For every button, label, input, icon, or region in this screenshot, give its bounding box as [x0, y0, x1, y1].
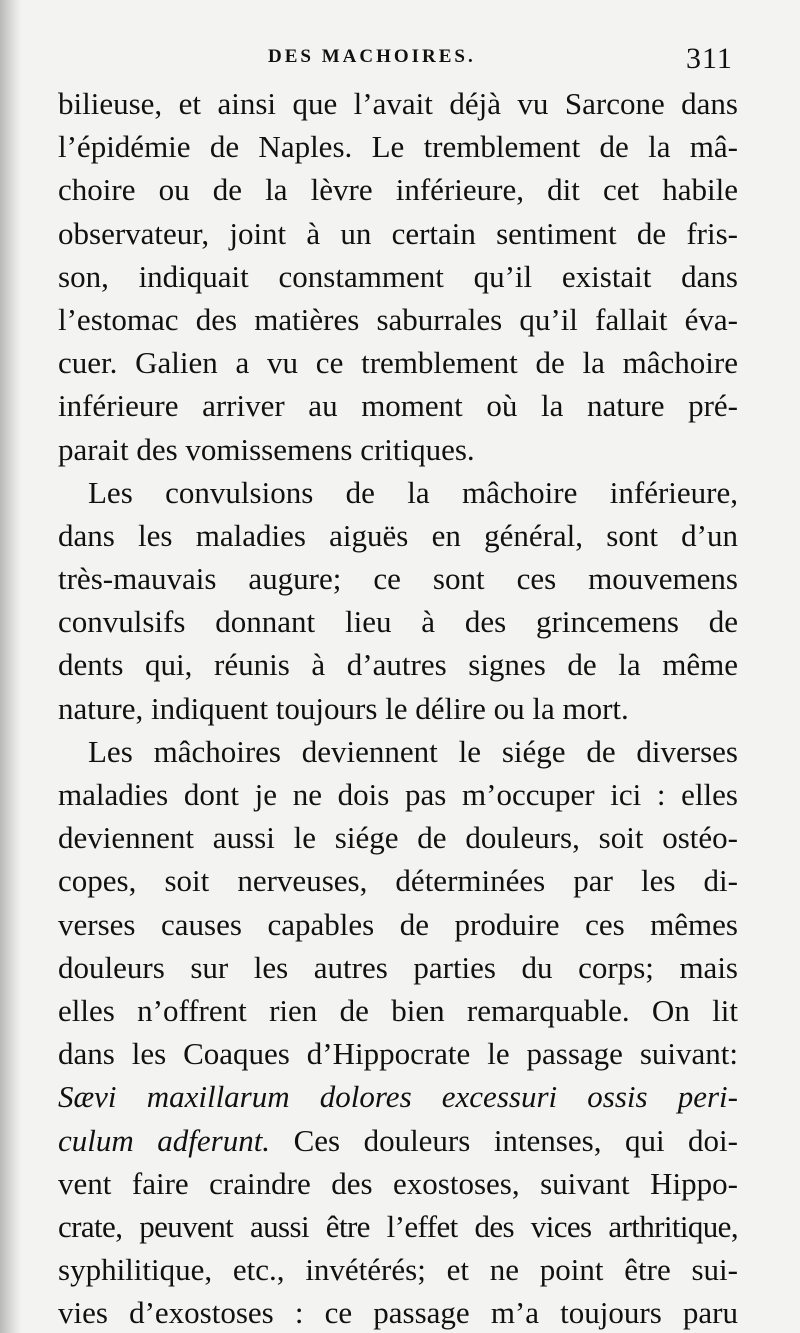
text-line: douleurs sur les autres parties du corps; mais	[58, 949, 738, 985]
running-head: DES MACHOIRES.	[268, 46, 476, 67]
text-line: observateur, joint à un certain sentiment de fris-	[58, 215, 738, 251]
text-line: son, indiquait constamment qu’il existait dans	[58, 258, 738, 294]
text-line: vent faire craindre des exostoses, suivant Hippo-	[58, 1165, 738, 1201]
text-line: l’épidémie de Naples. Le tremblement de la mâ-	[58, 129, 738, 165]
latin-quote-line: Sævi maxillarum dolores excessuri ossis peri-	[58, 1079, 738, 1115]
text-line: verses causes capables de produire ces mêmes	[58, 906, 738, 942]
text-line: elles n’offrent rien de bien remarquable. On lit	[58, 992, 738, 1028]
text-line: parait des vomissemens critiques.	[58, 431, 475, 467]
text-line: dans les maladies aiguës en général, sont d’un	[58, 517, 738, 553]
page-gutter-shadow	[0, 0, 22, 1333]
text-line: maladies dont je ne dois pas m’occuper ici : elles	[58, 777, 738, 812]
text-line: copes, soit nerveuses, déterminées par les di-	[58, 863, 738, 899]
page-number: 311	[686, 42, 733, 75]
text-line: bilieuse, et ainsi que l’avait déjà vu Sarcone dans	[58, 86, 738, 121]
text-line: dents qui, réunis à d’autres signes de la même	[58, 647, 738, 683]
text-line: syphilitique, etc., invétérés; et ne point être sui-	[58, 1252, 738, 1288]
body-text	[58, 82, 738, 1333]
text-line: crate, peuvent aussi être l’effet des vices arthritique,	[58, 1208, 738, 1244]
text-line: deviennent aussi le siége de douleurs, soit ostéo-	[58, 820, 738, 856]
text-line: l’estomac des matières saburrales qu’il fallait éva-	[58, 301, 738, 337]
text-line: choire ou de la lèvre inférieure, dit cet habile	[58, 172, 738, 208]
page-header	[0, 42, 800, 76]
mixed-line	[58, 1119, 738, 1162]
text-line: très-mauvais augure; ce sont ces mouvemens	[58, 561, 738, 597]
text-line: Les mâchoires deviennent le siége de diverses	[88, 733, 738, 769]
text-line: Les convulsions de la mâchoire inférieure,	[88, 474, 738, 510]
text-line: inférieure arriver au moment où la nature pré-	[58, 388, 738, 424]
latin-quote-end: culum adferunt.	[58, 1122, 271, 1158]
text-line: convulsifs donnant lieu à des grincemens de	[58, 604, 738, 640]
text-line: vies d’exostoses : ce passage m’a toujours paru	[58, 1295, 738, 1331]
text-line: dans les Coaques d’Hippocrate le passage suivant:	[58, 1036, 738, 1072]
text-fragment: Ces douleurs intenses, qui doi-	[293, 1122, 738, 1158]
text-line: nature, indiquent toujours le délire ou la mort.	[58, 690, 629, 726]
text-line: cuer. Galien a vu ce tremblement de la mâchoire	[58, 345, 738, 381]
